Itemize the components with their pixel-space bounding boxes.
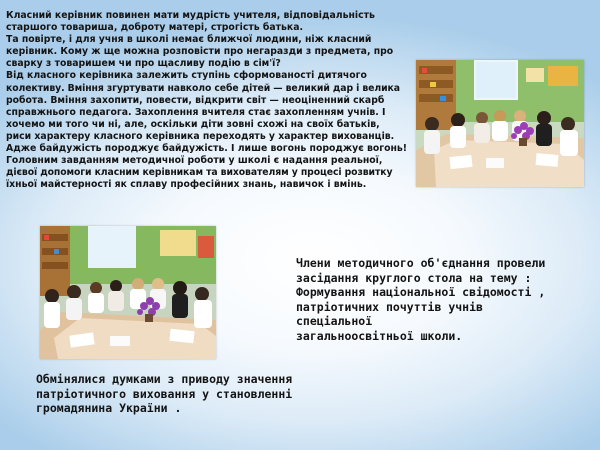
intro-line: Адже байдужість породжує байдужість. І лише вогонь породжує вогонь!	[6, 143, 408, 155]
caption-line: Формування національної свідомості ,	[296, 285, 546, 300]
caption-line: загальноосвітньої школи.	[296, 328, 463, 343]
intro-line: їхньої майстерності як сплаву професійних знань, навичок і вмінь.	[6, 179, 367, 191]
round-table-caption	[296, 256, 558, 344]
intro-line: сварку з товаришем чи про щасливу подію в сім'ї?	[6, 58, 281, 70]
caption-line: Члени методичного об'єднання провели	[296, 256, 546, 270]
caption-line: засідання круглого стола на тему :	[296, 270, 532, 285]
intro-line: справжнього педагога. Захоплення вчителя стає захопленням учнів. І	[6, 106, 386, 118]
intro-line: Класний керівник повинен мати мудрість учителя, відповідальність	[6, 10, 375, 21]
intro-paragraph	[6, 10, 410, 191]
intro-line: хочемо ми того чи ні, але, оскільки діти зовні схожі на своїх батьків,	[6, 118, 380, 130]
exchange-caption	[36, 372, 326, 416]
caption-line: патріотичного виховання у становленні	[36, 386, 293, 401]
intro-line: керівник. Кому ж ще можна розповісти про негаразди з предмета, про	[6, 46, 394, 58]
intro-line: Головним завданням методичної роботи у школі є надання реальної,	[6, 155, 383, 167]
meeting-photo-right	[416, 60, 584, 187]
intro-line: Від класного керівника залежить ступінь сформованості дитячого	[6, 70, 367, 82]
intro-line: риси характеру класного керівника переходять у характер вихованців.	[6, 130, 395, 142]
intro-line: робота. Вміння захопити, повести, відкрити світ — неоціненний скарб	[6, 94, 385, 106]
intro-line: колективу. Вміння згуртувати навколо себе дітей — великий дар і велика	[6, 82, 400, 94]
intro-line: дієвої допомоги класним керівникам та вихователям у процесі розвитку	[6, 167, 393, 179]
intro-line: старшого товариша, доброту матері, строгість батька.	[6, 22, 304, 34]
caption-line: громадянина України .	[36, 401, 182, 416]
meeting-photo-left	[40, 226, 216, 359]
caption-line: Обмінялися думками з приводу значення	[36, 372, 293, 386]
intro-line: Та повірте, і для учня в школі немає ближчої людини, ніж класний	[6, 34, 372, 46]
caption-line: патріотичних почуттів учнів спеціальної	[296, 299, 483, 329]
